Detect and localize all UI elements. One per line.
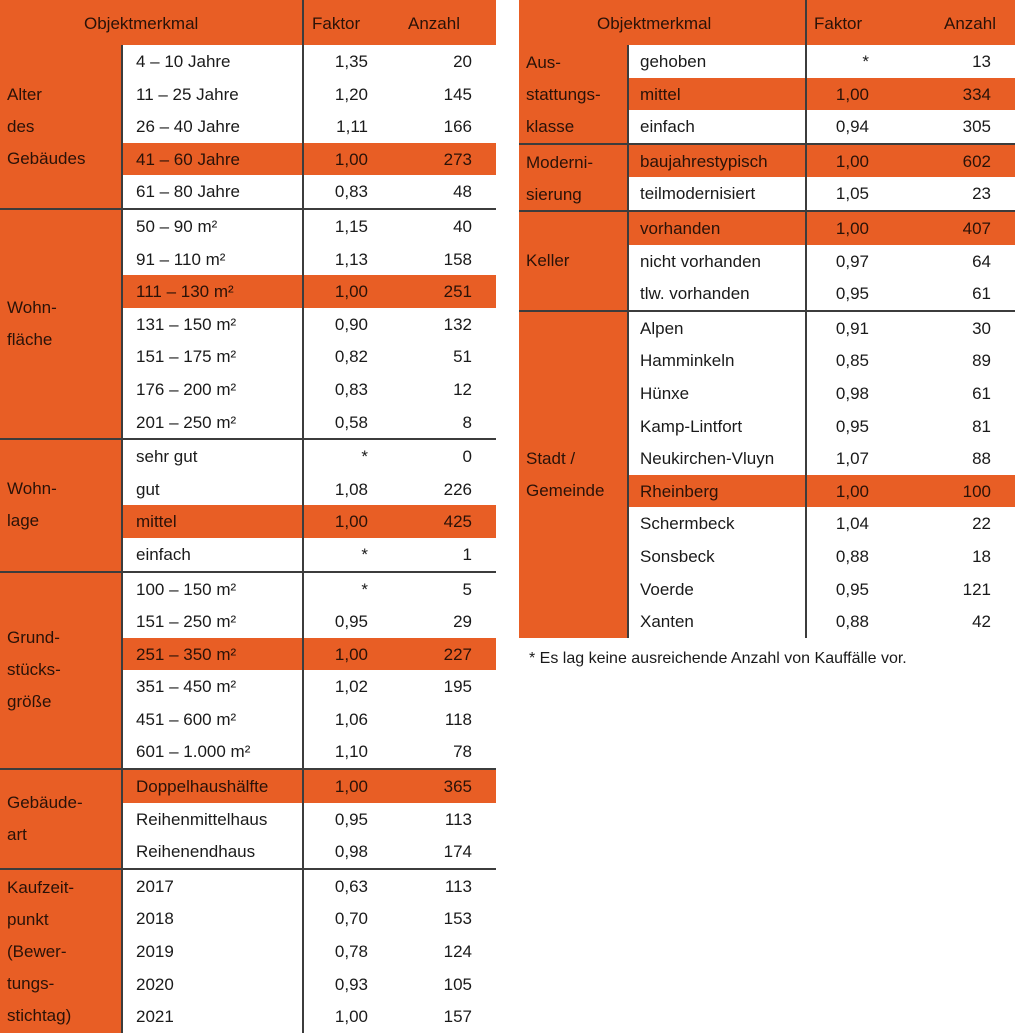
- group-label: [0, 440, 121, 570]
- row-merkmal: gut: [136, 479, 160, 499]
- group-label-line: stichtag): [7, 1005, 72, 1025]
- table-row: [121, 605, 496, 638]
- group-label-line: Gebäude-: [7, 792, 83, 812]
- feature-group: [0, 770, 496, 870]
- group-label-line: (Bewer-: [7, 941, 67, 961]
- group-label-line: Stadt /: [526, 448, 576, 468]
- table-row: [121, 968, 496, 1001]
- row-merkmal: 91 – 110 m²: [136, 249, 226, 269]
- row-anzahl: 273: [443, 149, 472, 169]
- row-anzahl: 174: [443, 842, 472, 862]
- row-merkmal: 2017: [136, 876, 174, 896]
- header-anzahl: Anzahl: [408, 14, 460, 33]
- group-label-line: Wohn-: [7, 479, 57, 499]
- row-anzahl: 1: [462, 544, 472, 564]
- row-anzahl: 113: [444, 809, 472, 829]
- row-faktor: 0,78: [334, 942, 368, 962]
- row-faktor: 1,07: [835, 449, 869, 469]
- row-faktor: 0,95: [334, 809, 368, 829]
- row-anzahl: 227: [443, 644, 472, 664]
- row-anzahl: 158: [443, 249, 472, 269]
- row-anzahl: 30: [972, 318, 991, 338]
- group-label-line: des: [7, 116, 35, 136]
- divider-faktor: [805, 0, 807, 638]
- table-row: [121, 210, 496, 243]
- table-row: [121, 78, 496, 111]
- group-label: [0, 573, 121, 769]
- row-anzahl: 61: [972, 383, 991, 403]
- feature-group: [0, 440, 496, 572]
- row-faktor: 1,08: [334, 479, 368, 499]
- row-merkmal: gehoben: [640, 52, 707, 71]
- row-anzahl: 23: [972, 184, 991, 204]
- table-header: [0, 0, 496, 45]
- group-label: [0, 770, 121, 868]
- group-label: [519, 212, 627, 310]
- row-merkmal: einfach: [136, 544, 191, 564]
- row-merkmal: Alpen: [640, 318, 684, 338]
- group-label: [519, 45, 627, 143]
- table-row: [121, 45, 496, 78]
- row-merkmal: einfach: [640, 117, 695, 137]
- table-row: [121, 340, 496, 373]
- table-row: [627, 377, 1015, 410]
- row-anzahl: 81: [972, 416, 991, 436]
- header-faktor: Faktor: [312, 14, 361, 33]
- row-faktor: 0,95: [835, 416, 869, 436]
- row-faktor: 0,85: [835, 351, 869, 371]
- row-anzahl: 48: [453, 182, 472, 202]
- row-faktor: 0,83: [334, 379, 368, 399]
- row-anzahl: 88: [972, 449, 991, 469]
- left-factor-table: [0, 0, 496, 1033]
- row-anzahl: 40: [453, 216, 472, 236]
- row-anzahl: 20: [453, 52, 472, 71]
- row-anzahl: 89: [972, 351, 991, 371]
- row-anzahl: 166: [443, 117, 472, 137]
- row-anzahl: 42: [972, 612, 991, 632]
- reference-row: [627, 475, 1015, 508]
- table-row: [627, 507, 1015, 540]
- reference-row: [121, 505, 496, 538]
- table-header: [519, 0, 1015, 45]
- row-anzahl: 365: [443, 777, 472, 797]
- row-faktor: *: [361, 544, 368, 564]
- row-anzahl: 124: [443, 942, 472, 962]
- table-row: [121, 870, 496, 903]
- table-row: [627, 312, 1015, 345]
- row-faktor: 0,83: [334, 182, 368, 202]
- row-faktor: 0,98: [334, 842, 368, 862]
- row-faktor: 0,88: [835, 546, 869, 566]
- row-anzahl: 226: [443, 479, 472, 499]
- feature-group: [519, 312, 1015, 638]
- group-label-line: Kaufzeit-: [7, 877, 75, 897]
- table-row: [627, 540, 1015, 573]
- row-merkmal: Schermbeck: [640, 514, 735, 534]
- row-anzahl: 153: [443, 909, 472, 929]
- row-merkmal: 251 – 350 m²: [136, 644, 237, 664]
- table-row: [627, 45, 1015, 78]
- row-faktor: 0,91: [835, 318, 869, 338]
- table-row: [121, 175, 496, 208]
- row-faktor: 0,95: [334, 612, 368, 632]
- row-faktor: *: [862, 52, 869, 71]
- row-faktor: 0,95: [835, 284, 869, 304]
- group-label-line: lage: [7, 511, 40, 531]
- row-faktor: 0,97: [835, 251, 869, 271]
- row-faktor: 1,04: [835, 514, 869, 534]
- row-faktor: 1,20: [334, 84, 368, 104]
- feature-group: [0, 573, 496, 771]
- row-faktor: 1,00: [334, 512, 368, 532]
- row-merkmal: Voerde: [640, 579, 694, 599]
- row-faktor: 1,00: [334, 1007, 368, 1027]
- group-label: [0, 210, 121, 438]
- row-faktor: 1,00: [334, 777, 368, 797]
- row-anzahl: 121: [962, 579, 991, 599]
- group-label: [0, 45, 121, 208]
- row-merkmal: 131 – 150 m²: [136, 314, 237, 334]
- group-label-line: sierung: [526, 184, 582, 204]
- row-anzahl: 5: [462, 579, 472, 599]
- row-anzahl: 0: [462, 447, 472, 467]
- table-row: [627, 177, 1015, 210]
- row-anzahl: 145: [443, 84, 472, 104]
- reference-row: [121, 275, 496, 308]
- table-row: [121, 373, 496, 406]
- group-label-line: tungs-: [7, 973, 55, 993]
- row-merkmal: 2019: [136, 942, 174, 962]
- table-row: [627, 573, 1015, 606]
- row-faktor: 1,05: [835, 184, 869, 204]
- feature-group: [0, 870, 496, 1033]
- row-merkmal: 4 – 10 Jahre: [136, 52, 231, 71]
- table-row: [121, 803, 496, 836]
- group-label-line: Moderni-: [526, 152, 594, 172]
- divider-faktor: [302, 0, 304, 1033]
- group-label-line: stattungs-: [526, 85, 601, 104]
- row-anzahl: 305: [962, 117, 991, 137]
- row-anzahl: 334: [962, 84, 991, 104]
- table-row: [627, 344, 1015, 377]
- group-label-line: Gebäudes: [7, 148, 86, 168]
- row-faktor: 1,00: [334, 149, 368, 169]
- row-merkmal: mittel: [136, 512, 177, 532]
- feature-group: [519, 145, 1015, 212]
- reference-row: [121, 638, 496, 671]
- table-row: [121, 735, 496, 768]
- row-anzahl: 8: [462, 412, 472, 432]
- divider-item: [627, 45, 629, 638]
- row-merkmal: 111 – 130 m²: [136, 282, 234, 302]
- reference-row: [121, 143, 496, 176]
- row-anzahl: 425: [443, 512, 472, 532]
- group-label-line: fläche: [7, 330, 53, 350]
- row-merkmal: Reihenmittelhaus: [136, 809, 268, 829]
- table-row: [627, 410, 1015, 443]
- row-merkmal: 41 – 60 Jahre: [136, 149, 240, 169]
- row-faktor: 0,63: [334, 876, 368, 896]
- row-merkmal: 2020: [136, 974, 174, 994]
- row-merkmal: Reihenendhaus: [136, 842, 256, 862]
- row-merkmal: 201 – 250 m²: [136, 412, 237, 432]
- row-merkmal: 151 – 175 m²: [136, 347, 237, 367]
- row-anzahl: 13: [972, 52, 991, 71]
- group-label-line: Alter: [7, 84, 42, 104]
- table-row: [121, 110, 496, 143]
- row-merkmal: tlw. vorhanden: [640, 284, 750, 304]
- header-objektmerkmal: Objektmerkmal: [597, 14, 712, 33]
- group-label-line: Aus-: [526, 53, 561, 72]
- table-row: [121, 440, 496, 473]
- row-anzahl: 29: [453, 612, 472, 632]
- row-merkmal: baujahrestypisch: [640, 151, 768, 171]
- feature-group: [0, 210, 496, 440]
- row-merkmal: 2021: [136, 1007, 174, 1027]
- group-label-line: größe: [7, 692, 52, 712]
- row-faktor: 0,82: [334, 347, 368, 367]
- row-faktor: 1,00: [334, 282, 368, 302]
- row-faktor: 1,13: [334, 249, 368, 269]
- reference-row: [627, 212, 1015, 245]
- row-merkmal: Rheinberg: [640, 481, 719, 501]
- table-row: [121, 538, 496, 571]
- row-anzahl: 195: [443, 677, 472, 697]
- row-faktor: *: [361, 447, 368, 467]
- row-faktor: 1,00: [835, 151, 869, 171]
- footnote: * Es lag keine ausreichende Anzahl von Kauffälle vor.: [529, 650, 907, 667]
- header-objektmerkmal: Objektmerkmal: [84, 14, 199, 33]
- row-merkmal: nicht vorhanden: [640, 251, 761, 271]
- row-merkmal: Xanten: [640, 612, 694, 632]
- row-faktor: 0,88: [835, 612, 869, 632]
- row-anzahl: 407: [962, 218, 991, 238]
- row-faktor: 1,00: [835, 84, 869, 104]
- row-faktor: 0,93: [334, 974, 368, 994]
- row-merkmal: Sonsbeck: [640, 546, 715, 566]
- row-merkmal: 26 – 40 Jahre: [136, 117, 240, 137]
- feature-group: [0, 45, 496, 210]
- row-anzahl: 100: [962, 481, 991, 501]
- group-label: [519, 312, 627, 638]
- row-merkmal: vorhanden: [640, 218, 721, 238]
- row-anzahl: 78: [453, 742, 472, 762]
- header-anzahl: Anzahl: [944, 14, 996, 33]
- table-row: [121, 406, 496, 439]
- table-row: [121, 835, 496, 868]
- row-merkmal: 151 – 250 m²: [136, 612, 237, 632]
- row-faktor: 1,06: [334, 709, 368, 729]
- row-faktor: *: [361, 579, 368, 599]
- feature-group: [519, 45, 1015, 145]
- row-anzahl: 18: [972, 546, 991, 566]
- table-row: [121, 902, 496, 935]
- table-row: [627, 442, 1015, 475]
- row-faktor: 0,90: [334, 314, 368, 334]
- group-label: [519, 145, 627, 210]
- divider-item: [121, 45, 123, 1033]
- row-faktor: 1,00: [835, 481, 869, 501]
- row-anzahl: 602: [962, 151, 991, 171]
- row-faktor: 0,95: [835, 579, 869, 599]
- table-row: [627, 277, 1015, 310]
- row-anzahl: 12: [453, 379, 472, 399]
- row-faktor: 1,11: [336, 117, 368, 137]
- row-anzahl: 22: [972, 514, 991, 534]
- table-row: [121, 473, 496, 506]
- row-merkmal: 2018: [136, 909, 174, 929]
- row-anzahl: 157: [443, 1007, 472, 1027]
- table-row: [627, 605, 1015, 638]
- row-faktor: 1,35: [334, 52, 368, 71]
- group-label-line: Keller: [526, 250, 570, 270]
- group-label-line: stücks-: [7, 660, 61, 680]
- row-merkmal: Hamminkeln: [640, 351, 735, 371]
- row-faktor: 1,02: [334, 677, 368, 697]
- row-merkmal: Kamp-Lintfort: [640, 416, 743, 436]
- row-faktor: 0,94: [835, 117, 869, 137]
- row-merkmal: Hünxe: [640, 383, 690, 403]
- reference-row: [121, 770, 496, 803]
- table-row: [121, 573, 496, 606]
- group-label-line: punkt: [7, 909, 49, 929]
- table-row: [121, 703, 496, 736]
- row-anzahl: 113: [444, 876, 472, 896]
- table-row: [627, 245, 1015, 278]
- row-faktor: 0,58: [334, 412, 368, 432]
- row-merkmal: Neukirchen-Vluyn: [640, 449, 775, 469]
- row-faktor: 1,10: [334, 742, 368, 762]
- row-anzahl: 61: [972, 284, 991, 304]
- row-merkmal: 601 – 1.000 m²: [136, 742, 251, 762]
- row-anzahl: 105: [443, 974, 472, 994]
- table-row: [121, 1000, 496, 1033]
- row-merkmal: 451 – 600 m²: [136, 709, 237, 729]
- reference-row: [627, 78, 1015, 111]
- row-merkmal: 50 – 90 m²: [136, 216, 218, 236]
- group-label-line: klasse: [526, 117, 575, 136]
- group-label-line: Grund-: [7, 628, 60, 648]
- row-anzahl: 132: [443, 314, 472, 334]
- row-faktor: 1,00: [835, 218, 869, 238]
- right-factor-table: [519, 0, 1015, 638]
- row-merkmal: sehr gut: [136, 447, 198, 467]
- table-row: [627, 110, 1015, 143]
- table-row: [121, 308, 496, 341]
- row-faktor: 0,98: [835, 383, 869, 403]
- row-merkmal: teilmodernisiert: [640, 184, 756, 204]
- row-faktor: 1,00: [334, 644, 368, 664]
- row-merkmal: mittel: [640, 84, 681, 104]
- row-merkmal: 61 – 80 Jahre: [136, 182, 240, 202]
- row-anzahl: 118: [444, 709, 472, 729]
- row-anzahl: 51: [453, 347, 472, 367]
- group-label: [0, 870, 121, 1033]
- reference-row: [627, 145, 1015, 178]
- table-row: [121, 243, 496, 276]
- row-anzahl: 64: [972, 251, 991, 271]
- feature-group: [519, 212, 1015, 312]
- row-faktor: 1,15: [334, 216, 368, 236]
- table-row: [121, 670, 496, 703]
- row-faktor: 0,70: [334, 909, 368, 929]
- row-merkmal: Doppelhaushälfte: [136, 777, 269, 797]
- row-merkmal: 176 – 200 m²: [136, 379, 237, 399]
- group-label-line: art: [7, 824, 27, 844]
- group-label-line: Gemeinde: [526, 480, 605, 500]
- row-anzahl: 251: [443, 282, 472, 302]
- table-row: [121, 935, 496, 968]
- row-merkmal: 11 – 25 Jahre: [136, 84, 239, 104]
- header-faktor: Faktor: [814, 14, 863, 33]
- row-merkmal: 351 – 450 m²: [136, 677, 237, 697]
- row-merkmal: 100 – 150 m²: [136, 579, 237, 599]
- group-label-line: Wohn-: [7, 298, 57, 318]
